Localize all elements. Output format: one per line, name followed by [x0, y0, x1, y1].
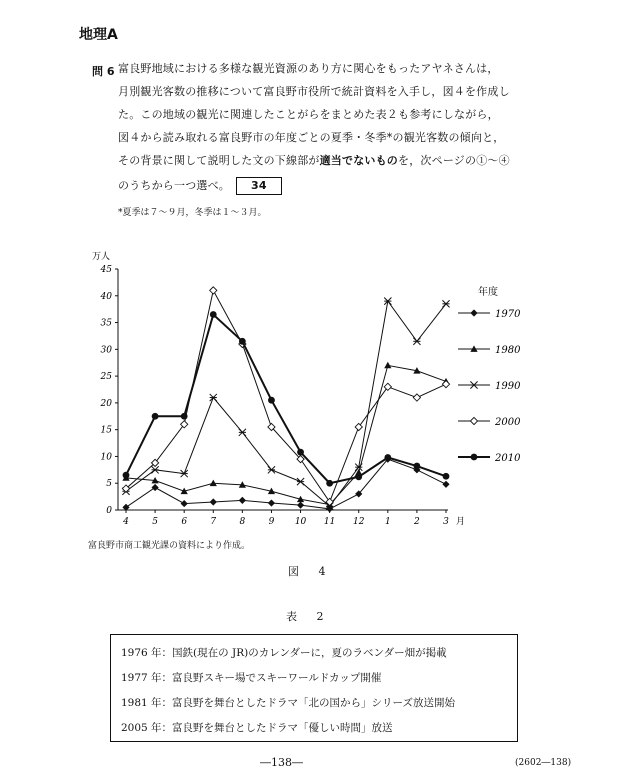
legend-label: 1990 — [495, 381, 521, 392]
data-point — [384, 362, 391, 368]
y-tick-label: 30 — [100, 345, 112, 356]
legend-marker — [470, 309, 477, 316]
series-1970 — [122, 456, 449, 513]
table-row: 1977 年：富良野スキー場でスキーワールドカップ開催 — [121, 672, 382, 684]
series-line-2010 — [126, 315, 446, 484]
data-point — [210, 287, 217, 294]
data-point — [268, 499, 275, 506]
data-point — [297, 478, 304, 485]
figure-source: 富良野市商工観光課の資料により作成。 — [88, 541, 251, 551]
data-point — [413, 338, 420, 345]
legend-marker — [470, 381, 477, 388]
y-axis — [100, 265, 118, 516]
data-point — [152, 413, 159, 420]
data-point — [442, 300, 449, 307]
data-point — [384, 454, 391, 461]
series-1980 — [122, 362, 449, 508]
y-tick-label: 15 — [100, 425, 112, 436]
data-point — [384, 383, 391, 390]
data-point — [239, 497, 246, 504]
data-point — [443, 473, 450, 480]
x-axis — [118, 510, 465, 527]
legend-item-1970 — [458, 309, 521, 320]
x-tick-label: 11 — [323, 517, 336, 527]
data-point — [151, 466, 158, 473]
data-point — [326, 480, 333, 487]
events-table — [110, 634, 518, 742]
y-tick-label: 0 — [106, 506, 112, 516]
question-line-4: 図４から読み取れる富良野市の年度ごとの夏季・冬季*の観光客数の傾向と， — [118, 131, 505, 144]
y-tick-label: 5 — [106, 479, 112, 490]
question-line-5 — [118, 154, 510, 168]
series-line-1970 — [126, 459, 446, 509]
question-number: 問 6 — [92, 65, 115, 78]
y-axis-unit-label: 万人 — [92, 252, 111, 262]
legend-label: 1980 — [495, 345, 521, 356]
data-point — [297, 449, 304, 456]
data-point — [239, 338, 246, 345]
y-tick-label: 45 — [100, 265, 112, 275]
legend-item-1990 — [458, 381, 521, 392]
series-line-1980 — [126, 365, 446, 504]
data-point — [355, 423, 362, 430]
tourist-chart — [88, 245, 528, 535]
answer-number-box: 34 — [236, 177, 282, 195]
x-tick-label: 3 — [443, 517, 449, 527]
y-tick-label: 40 — [100, 291, 112, 302]
chart-legend — [458, 285, 521, 464]
question-emphasis: 適当でないもの — [319, 154, 399, 167]
data-point — [181, 500, 188, 507]
season-footnote: *夏季は７～９月，冬季は１～３月。 — [118, 208, 267, 218]
series-line-2000 — [126, 290, 446, 502]
legend-title: 年度 — [478, 287, 498, 298]
y-tick-label: 35 — [100, 318, 112, 329]
series-line-1990 — [126, 301, 446, 506]
figure-label: 図 4 — [288, 565, 334, 578]
chart-series — [122, 287, 449, 513]
legend-item-2000 — [458, 417, 521, 428]
question-line-6 — [118, 177, 282, 195]
table-row: 1981 年：富良野を舞台としたドラマ「北の国から」シリーズ放送開始 — [121, 697, 456, 709]
legend-label: 2000 — [495, 417, 521, 428]
page-number: ―138― — [260, 756, 303, 769]
x-tick-label: 4 — [123, 517, 129, 527]
question-line-3: た。この地域の観光に関連したことがらをまとめた表２も参考にしながら， — [118, 108, 499, 121]
data-point — [413, 394, 420, 401]
x-tick-label: 7 — [210, 517, 217, 527]
x-tick-label: 8 — [239, 517, 246, 527]
data-point — [268, 397, 275, 404]
table-row: 1976 年：国鉄(現在の JR)のカレンダーに，夏のラベンダー畑が掲載 — [121, 647, 447, 659]
data-point — [414, 463, 421, 470]
legend-label: 2010 — [495, 453, 521, 464]
x-tick-label: 12 — [353, 517, 365, 527]
series-2000 — [122, 287, 449, 506]
y-tick-label: 25 — [100, 372, 112, 383]
series-1990 — [122, 298, 449, 510]
data-point — [181, 470, 188, 477]
legend-label: 1970 — [495, 309, 521, 320]
x-tick-label: 6 — [181, 517, 188, 527]
data-point — [210, 311, 217, 318]
x-tick-label: 10 — [294, 517, 307, 527]
data-point — [210, 498, 217, 505]
x-tick-label: 1 — [384, 517, 391, 527]
data-point — [268, 466, 275, 473]
question-line-5-before: その背景に関して説明した文の下線部が — [118, 154, 320, 167]
data-point — [210, 394, 217, 401]
data-point — [442, 481, 449, 488]
y-tick-label: 10 — [100, 452, 112, 463]
question-line-6-text: のうちから一つ選べ。 — [118, 179, 230, 192]
question-line-1: 富良野地域における多様な観光資源のあり方に関心をもったアヤネさんは， — [118, 62, 499, 75]
x-tick-label: 5 — [152, 517, 158, 527]
question-line-2: 月別観光客数の推移について富良野市役所で統計資料を入手し，図４を作成し — [118, 85, 510, 98]
table-label: 表 2 — [286, 610, 332, 623]
data-point — [442, 381, 449, 388]
data-point — [151, 484, 158, 491]
legend-item-2010 — [458, 453, 521, 464]
section-title: 地理A — [79, 27, 118, 43]
data-point — [123, 472, 130, 479]
legend-marker — [471, 454, 478, 461]
legend-marker — [470, 417, 477, 424]
y-tick-label: 20 — [100, 398, 112, 409]
question-line-5-after: を，次ページの①～④ — [398, 154, 510, 167]
x-tick-label: 9 — [268, 517, 275, 527]
x-tick-label: 2 — [414, 517, 420, 527]
table-row: 2005 年：富良野を舞台としたドラマ「優しい時間」放送 — [121, 722, 393, 734]
legend-item-1980 — [458, 345, 521, 356]
page-code: (2602―138) — [515, 758, 572, 768]
series-2010 — [123, 311, 450, 487]
data-point — [355, 473, 362, 480]
data-point — [239, 429, 246, 436]
data-point — [181, 413, 188, 420]
data-point — [297, 502, 304, 509]
x-axis-unit-label: 月 — [456, 517, 466, 527]
